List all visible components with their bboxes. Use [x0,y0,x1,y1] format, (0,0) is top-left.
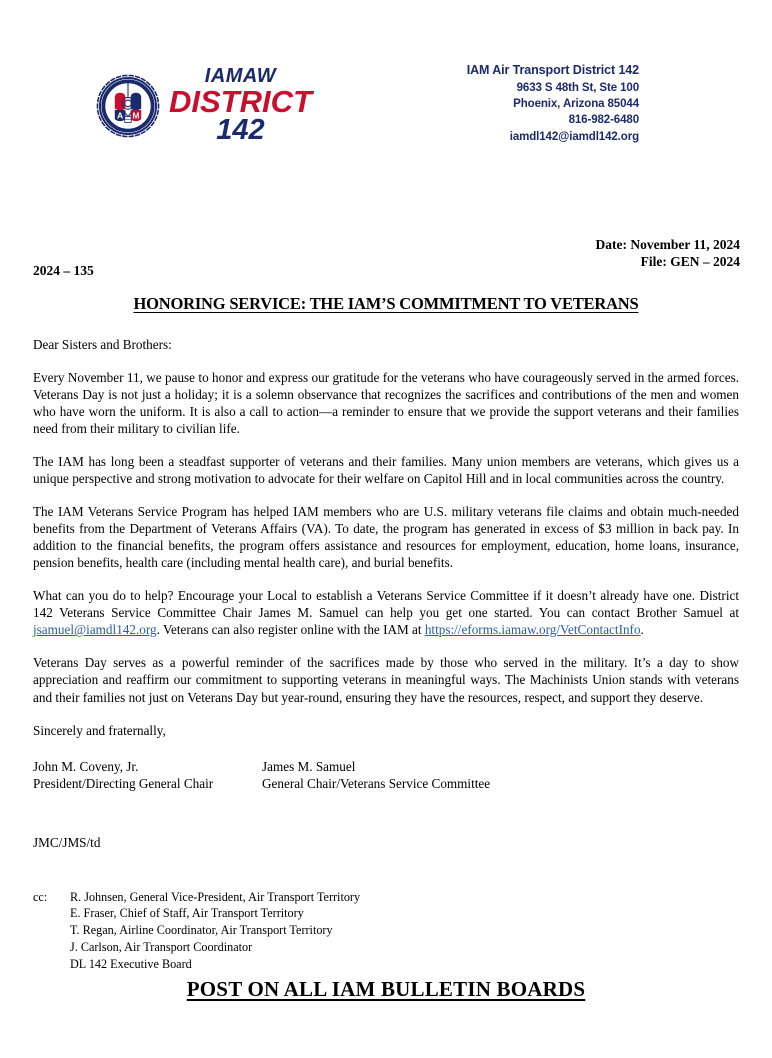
footer-post-notice: POST ON ALL IAM BULLETIN BOARDS [186,977,586,1001]
letter-reference-number: 2024 – 135 [33,263,94,278]
svg-text:M: M [132,110,140,121]
cc-block [33,889,739,973]
paragraph-3: The IAM Veterans Service Program has helped IAM members who are U.S. military veterans file claims and obtain much-needed benefits from the Department of Veterans Affairs (VA). To date, the program has generated in excess of $3 million in back pay. In addition to the financial benefits, the program offers assistance and resources for employment, education, home loans, insurance, pension benefits, health care (including mental health care), and burial benefits. [33,504,739,571]
cc-recipient: T. Regan, Airline Coordinator, Air Transport Territory [70,923,333,938]
email-link-jsamuel[interactable]: jsamuel@iamdl142.org [33,622,157,638]
logo-line-iamaw: IAMAW [204,65,277,87]
iam-machinists-gear-emblem [95,73,161,139]
address-street: 9633 S 48th St, Ste 100 [516,81,639,94]
page-title: HONORING SERVICE: THE IAM’S COMMITMENT TO VETERANS [133,294,639,313]
svg-text:A: A [116,110,124,121]
address-phone: 816-982-6480 [568,114,639,127]
typist-initials: JMC/JMS/td [33,834,101,850]
letter-body [33,336,739,973]
letter-page [0,58,772,1058]
closing-salutation: Sincerely and fraternally, [33,722,166,738]
cc-label: cc: [33,889,48,904]
cc-recipient: E. Fraser, Chief of Staff, Air Transport Territory [70,906,304,921]
paragraph-5: Veterans Day serves as a powerful reminder of the sacrifices made by those who served in the military. It’s a day to show appreciation and reaffirm our commitment to supporting veterans in meaningful ways. The Machinists Union stands with veterans and their families not just on Veterans Day but year-round, ensuring they have the resources, respect, and support they deserve. [33,655,739,705]
district-142-logo [95,66,312,145]
cc-recipient-list [70,889,739,973]
paragraph-4 [33,587,739,638]
signature-names-row [33,758,739,775]
signer-1-name: John M. Coveny, Jr. [33,758,139,774]
letter-date: Date: November 11, 2024 [595,237,740,252]
signature-titles-row [33,775,739,792]
cc-recipient: J. Carlson, Air Transport Coordinator [70,940,253,955]
letterhead [33,58,739,168]
address-city-state-zip: Phoenix, Arizona 85044 [513,98,639,111]
paragraph-1: Every November 11, we pause to honor and express our gratitude for the veterans who have courageously served in the armed forces. Veterans Day is not just a holiday; it is a solemn observance that recognizes the sacrifices and contributions of the men and women who have worn the uniform. It is also a call to action—a reminder to ensure that we provide the support veterans and their families need from their military to civilian life. [33,370,739,437]
logo-wordmark [169,66,312,145]
address-email: iamdl142@iamdl142.org [509,130,639,143]
paragraph-4-text-after: . [640,622,644,638]
date-file-block [596,236,740,271]
letterhead-address [467,62,639,145]
signer-2-name: James M. Samuel [262,758,356,774]
logo-line-district: DISTRICT [169,84,312,119]
salutation: Dear Sisters and Brothers: [33,337,172,352]
cc-recipient: R. Johnsen, General Vice-President, Air Transport Territory [70,889,361,904]
cc-recipient: DL 142 Executive Board [70,956,192,971]
address-organization: IAM Air Transport District 142 [466,63,639,77]
paragraph-4-text-before: What can you do to help? Encourage your Local to establish a Veterans Service Committee if it doesn’t already have one. District 142 Veterans Service Committee Chair James M. Samuel can help you get one started. You can contact Brother Samuel at [33,588,739,621]
signer-2-title: General Chair/Veterans Service Committee [262,775,491,791]
signature-block [33,758,739,792]
signer-1-title: President/Directing General Chair [33,775,214,791]
vet-contact-info-link[interactable]: https://eforms.iamaw.org/VetContactInfo [424,622,641,638]
paragraph-4-text-middle: . Veterans can also register online with the IAM at [156,622,425,638]
letter-file: File: GEN – 2024 [640,254,740,270]
paragraph-2: The IAM has long been a steadfast supporter of veterans and their families. Many union members are veterans, which gives us a unique perspective and strong motivation to advocate for their welfare on Capitol Hill and in local communities across the country. [33,454,739,487]
logo-line-number: 142 [216,114,265,147]
